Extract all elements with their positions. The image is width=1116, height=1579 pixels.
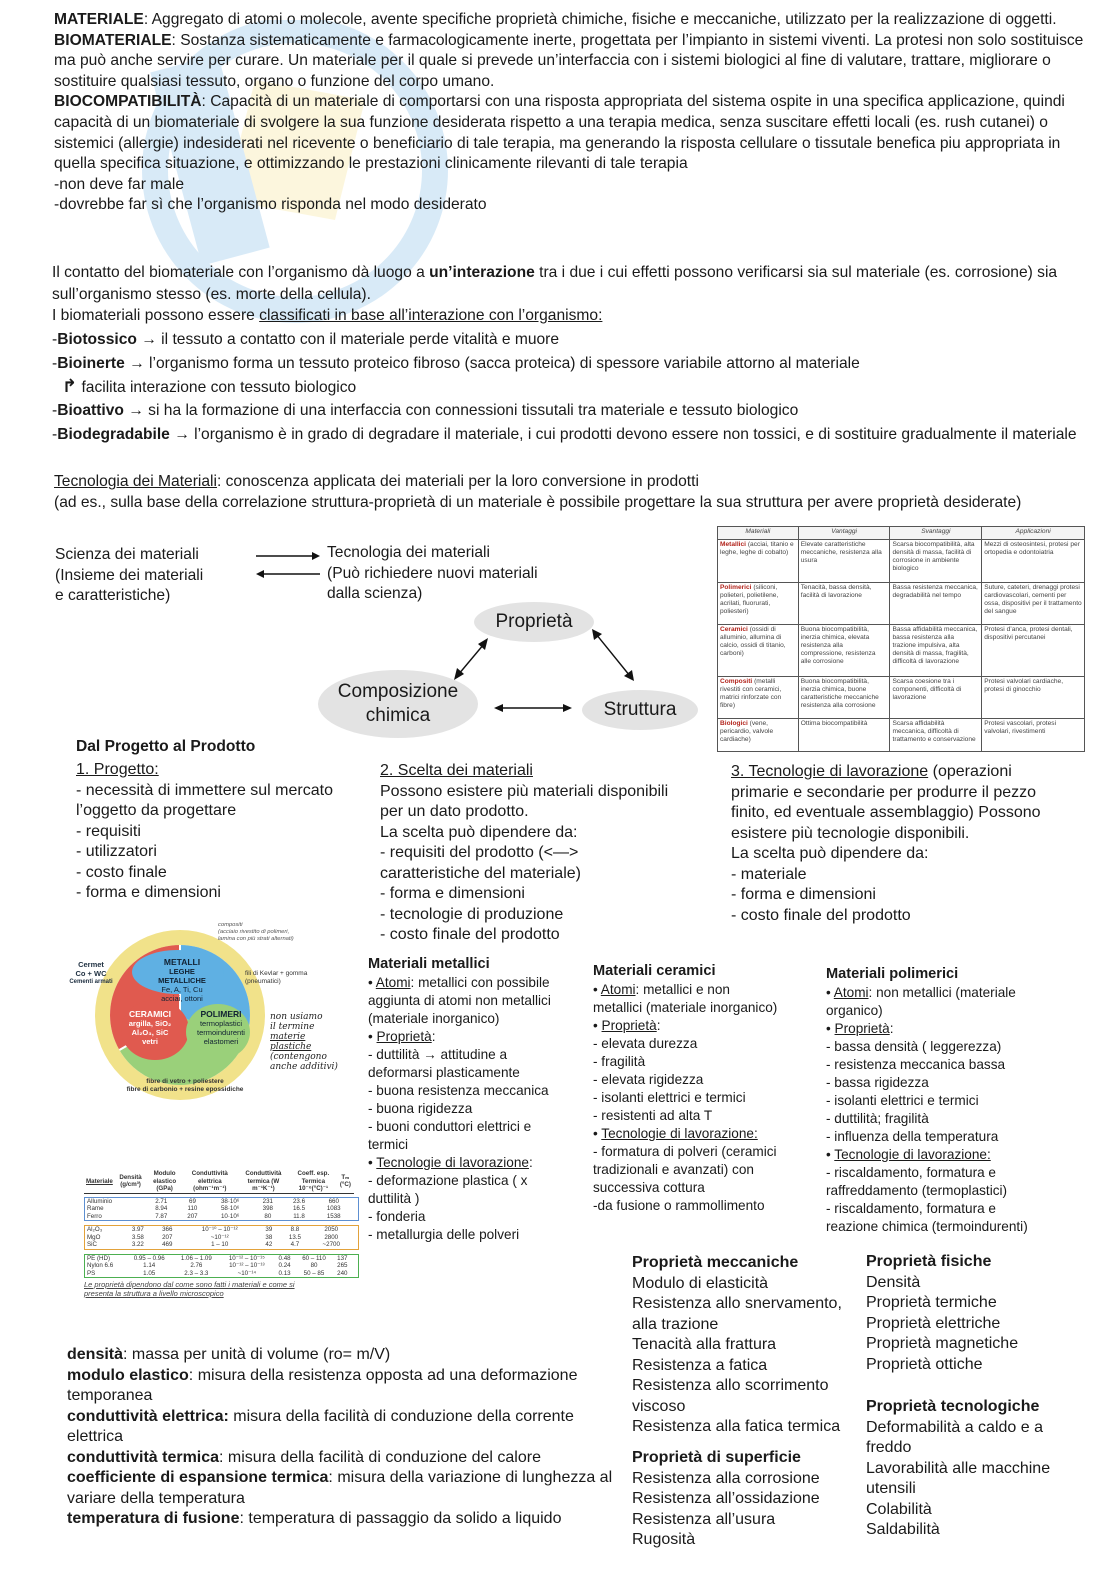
bidirectional-arrows [252,548,324,582]
biotossico-item: -Biotossico → il tessuto a contatto con il materiale perde vitalità e muore [52,330,560,348]
table-row: Rame 8.94 110 58·10⁶ 398 16.5 1083 [87,1205,341,1212]
bioinerte-item: -Bioinerte → l’organismo forma un tessuto proteico fibroso (sacca proteica) di spessore variabile attorno al materiale [52,355,860,372]
definition-item: coefficiente di espansione termica: misura della variazione di lunghezza al variare della temperatura [67,1469,613,1507]
proprieta-label: Proprietà [495,611,573,632]
table-row: Al₂O₃ 3.97 366 10⁻¹⁰ – 10⁻¹² 39 8.8 2050 [87,1226,339,1233]
properties-table-caption: Le proprietà dipendono dal come sono fatti i materiali e come si presenta la struttura a livello microscopico [84,1280,295,1298]
table-row: PE (HD) 0.95 – 0.96 1.06 – 1.09 10⁻¹² – 10⁻¹⁵ 0.48 60 – 110 137 [87,1254,348,1262]
classificazione-intro: I biomateriali possono essere classificati in base all’interazione con l’organismo: [52,307,603,324]
tecnologia-section [54,472,1084,513]
materiale-definition: MATERIALE: Aggregato di atomi o molecole, avente specifiche proprietà chimiche, fisiche e meccaniche, utilizzato per la realizzazione di oggetti. [54,11,1057,28]
intro-section [54,10,1084,216]
tecnologia-definition: Tecnologia dei Materiali: conoscenza applicata dei materiali per la loro conversione in prodotti [54,473,699,490]
ceramics-group [84,1225,359,1250]
bottom-note: fibre di vetro + poliestere fibre di carbonio + resine epossidiche [126,1078,244,1093]
materials-comparison-table [717,526,1085,752]
table-row: MgO 3.58 207 ~10⁻¹² 38 13.5 2800 [87,1233,339,1241]
interaction-section [52,262,1082,445]
materiali-polimerici: Materiali polimerici • Atomi: non metallici (materiale organico) • Proprietà: - bassa densità ( leggerezza) - resistenza meccanica bassa - bassa rigidezza - isolanti elettrici e termici - duttilità; fragilità - influenza della temperatura • Tecnologie di lavorazione: - riscaldamento, formatura e raffreddamento (termoplastici) - riscaldamento, formatura e reazione chimica (termoindurenti) [826,966,1028,1234]
biodegradabile-item: -Biodegradabile → l’organismo è in grado di degradare il materiale, i cui prodotti devono essere non tossici, e di sostituire gradualmente il materiale [52,425,1077,443]
bioinerte-subitem: ↱ facilita interazione con tessuto biologico [62,375,357,396]
biocompatibilita-definition: BIOCOMPATIBILITÀ: Capacità di un materiale di comportarsi con una risposta appropriata del sistema ospite in una specifica applicazione, quindi capacità di un biomateriale di svolgere la sua funzione desiderata rispetto a una terapia medica, senza suscitare effetti locali (es. rush cutanei) o sistemici (allergie) indesiderati nel ricevente o beneficiario di tale terapia, ma generando la risposta cellulare o tissutale benefica piu appropriata in quella specifica situazione, e ottimizzando le prestazioni clinicamente rilevanti di tale terapia [54,93,1065,173]
scelta-materiali-column: 2. Scelta dei materiali Possono esistere più materiali disponibili per un dato prodotto. La scelta può dipendere da: - requisiti del prodotto (<—> caratteristiche del materiale) - forma e dimensioni - tecnologie di produzione - costo finale del prodotto [380,762,669,943]
materials-wheel-figure [60,920,360,1105]
properties-table [84,1170,354,1194]
table-row: Compositi (metalli rivestiti con ceramici, matrici rinforzate con fibre) Buona biocompatibilità, inerzia chimica, buone caratteristiche meccaniche resistenza alla corrosione Scarsa coesione tra i componenti, difficoltà di lavorazione Protesi valvolari cardiache, protesi di ginocchio [718,676,1085,718]
contatto-paragraph: Il contatto del biomateriale con l’organismo dà luogo a un’interazione tra i due i cui effetti possono verificarsi sia sul materiale (es. corrosione) sia sull’organismo stesso (es. morte della cellula). [52,264,1058,303]
biomateriale-definition: BIOMATERIALE: Sostanza sistematicamente e farmacologicamente inerte, progettata per l’impianto in sistemi viventi. La protesi non solo sostituisce ma può anche servire per curare. Un materiale per il quale si prevede un’interfaccia con i sistemi biologici al fine di valutare, trattare, migliorare o sostituire qualsiasi tessuto, organo o funzione del corpo umano. [54,31,1084,90]
proprieta-fisiche: Proprietà fisiche Densità Proprietà termiche Proprietà elettriche Proprietà magnetiche Proprietà ottiche [866,1253,1019,1373]
table-row: Ferro 7.87 207 10·10⁶ 80 11.8 1538 [87,1212,341,1220]
progetto-column: 1. Progetto: - necessità di immettere sul mercato l’oggetto da progettare - requisiti - utilizzatori - costo finale - forma e dimensioni [76,761,333,901]
definition-item: conduttività termica: misura della facilità di conduzione del calore [67,1448,541,1466]
polimeri-label: POLIMERI termoplastici termoindurenti elastomeri [197,1009,245,1046]
table-row: Polimerici (siliconi, polieteri, polietilene, acrilati, fluorurati, poliesteri) Tenacità, bassa densità, facilità di lavorazione Bassa resistenza meccanica, degradabilità nel tempo Suture, cateteri, drenaggi protesi cardiovascolari, cementi per ossa, dispositivi per il trattamento del sangue [718,582,1085,624]
tecnologie-lavorazione-column: 3. Tecnologie di lavorazione (operazioni primarie e secondarie per produrre il pezzo finito, ed eventuale assemblaggio) Possono esistere più tecnologie disponibili. La scelta può dipendere da: - materiale - forma e dimensioni - costo finale del prodotto [731,763,1041,924]
progetto-title: Dal Progetto al Prodotto [76,738,256,755]
table-header-row: Materiale Densità (g/cm³) Modulo elastico (GPa) Conduttività elettrica (ohm⁻¹m⁻¹) Conduttività termica (W m⁻¹K⁻¹) Coeff. esp. Termica 10⁻⁶(°C)⁻¹ Tₘ (°C) [84,1170,354,1193]
polymers-group [84,1254,359,1279]
table-row: SiC 3.22 469 1 – 10 42 4.7 ~2700 [87,1241,340,1248]
metalli-label: METALLI LEGHE METALLICHE Fe, A, Ti, Cu acciai, ottoni [158,957,206,1003]
right-note: fili di Kevlar + gomma (pneumatici) [245,970,308,985]
scienza-box: Scienza dei materiali (Insieme dei materiali e caratteristiche) [55,546,204,605]
definition-item: conduttività elettrica: misura della facilità di conduzione della corrente elettrica [67,1407,574,1445]
cermet-label: Cermet Co + WC Cementi armati [69,960,113,985]
proprieta-tecnologiche: Proprietà tecnologiche Deformabilità a caldo e a freddo Lavorabilità alle macchine utensili Colabilità Saldabilità [866,1398,1051,1538]
definitions-list [67,1345,622,1530]
definition-item: temperatura di fusione: temperatura di passaggio da solido a liquido [67,1510,562,1527]
table-row: Alluminio 2.71 69 38·10⁶ 231 23.6 660 [87,1197,339,1205]
biocomp-line-1: -non deve far male [54,175,185,193]
table-row: Nylon 6.6 1.14 2.76 10⁻¹² – 10⁻¹³ 0.24 80 265 [87,1262,348,1269]
definition-item: modulo elastico: misura della resistenza opposta ad una deformazione temporanea [67,1366,578,1404]
tecnologia-box: Tecnologia dei materiali (Può richiedere nuovi materiali dalla scienza) [327,544,538,603]
tecnologia-note: (ad es., sulla base della correlazione struttura-proprietà di un materiale è possibile progettare la sua struttura per avere proprietà desiderate) [54,493,1022,511]
turn-arrow-icon: ↱ [62,375,78,396]
table-header-row: Materiali Vantaggi Svantaggi Applicazioni [718,527,1085,540]
proprieta-superficie: Proprietà di superficie Resistenza alla corrosione Resistenza all’ossidazione Resistenza all’usura Rugosità [632,1449,820,1548]
table-row: Metallici (acciai, titanio e leghe, leghe di cobalto) Elevate caratteristiche meccaniche, resistenza alla usura Scarsa biocompatibilità, alta densità di massa, facilità di corrosione in ambiente biologico Mezzi di osteosintesi, protesi per ortopedia e odontoiatria [718,540,1085,582]
proprieta-meccaniche: Proprietà meccaniche Modulo di elasticità Resistenza allo snervamento, alla trazione Tenacità alla frattura Resistenza a fatica Resistenza allo scorrimento viscoso Resistenza alla fatica termica [632,1254,842,1435]
table-row: Ceramici (ossidi di alluminio, allumina di calcio, ossidi di titanio, carboni) Buona biocompatibilità, inerzia chimica, elevata resistenza alla compressione, resistenza alle corrosione Bassa affidabilità meccanica, bassa resistenza alla trazione impulsiva, alta densità di massa, fragilità, difficoltà di lavorazione Protesi d’anca, protesi dentali, dispositivi percutanei [718,624,1085,676]
struttura-label: Struttura [603,699,677,720]
table-row: Biologici (vene, pericardio, valvole cardiache) Ottima biocompatibilità Scarsa affidabilità meccanica, difficoltà di trattamento e conservazione Protesi vascolari, protesi valvolari, rivestimenti [718,719,1085,752]
materiali-ceramici: Materiali ceramici • Atomi: metallici e non metallici (materiale inorganico) • Proprietà: - elevata durezza - fragilità - elevata rigidezza - isolanti elettrici e termici - resistenti ad alta T • Tecnologie di lavorazione: - formatura di polveri (ceramici tradizionali e avanzati) con successiva cottura -da fusione o rammollimento [593,963,778,1213]
triangle-arrows [440,620,650,730]
properties-table-figure [84,1170,359,1298]
table-row: PS 1.05 2.3 – 3.3 ~10⁻¹⁴ 0.13 50 – 85 240 [87,1269,348,1277]
ceramici-label: CERAMICI argilla, SiO₂ Al₂O₃, SiC vetri [128,1009,172,1046]
definition-item: densità: massa per unità di volume (ro= m/V) [67,1346,391,1363]
biocomp-line-2: -dovrebbe far sì che l’organismo risponda nel modo desiderato [54,196,487,214]
metals-group [84,1197,359,1222]
materiali-metallici: Materiali metallici • Atomi: metallici con possibile aggiunta di atomi non metallici (materiale inorganico) • Proprietà: - duttilità → attitudine a deformarsi plasticamente - buona resistenza meccanica - buona rigidezza - buoni conduttori elettrici e termici • Tecnologie di lavorazione: - deformazione plastica ( x duttilità ) - fonderia - metallurgia delle polveri [368,956,551,1242]
handwritten-note: non usiamo il termine materie plastiche (contengono anche additivi) [270,1012,338,1072]
bioattivo-item: -Bioattivo → si ha la formazione di una interfaccia con connessioni tissutali tra materiale e tessuto biologico [52,402,799,419]
top-note: compositi (acciaio rivestito di polimeri, lamina con più strati alternati) [218,922,294,942]
composizione-label: Composizione chimica [337,681,459,726]
